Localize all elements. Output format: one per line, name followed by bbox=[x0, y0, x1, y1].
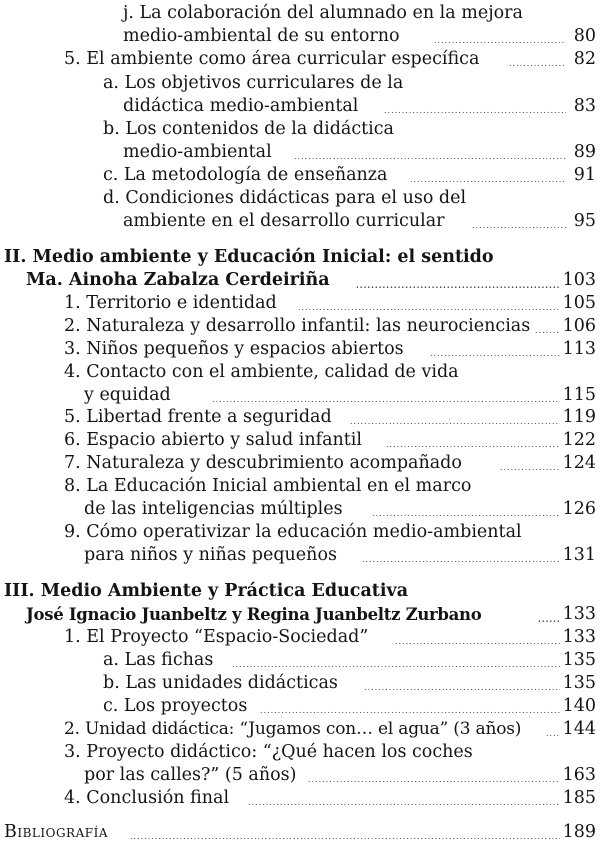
entry-text: c. Los proyectos bbox=[103, 696, 248, 716]
entry-text: 3. Niños pequeños y espacios abiertos bbox=[64, 339, 404, 359]
dot-leader bbox=[546, 718, 560, 741]
entry-text: b. Los contenidos de la didáctica bbox=[103, 119, 394, 139]
dot-leader bbox=[500, 452, 560, 475]
dot-leader bbox=[294, 141, 566, 164]
dot-leader bbox=[248, 787, 560, 810]
entry-text: 1. Territorio e identidad bbox=[64, 293, 277, 313]
entry-text: de las inteligencias múltiples bbox=[84, 499, 343, 519]
dot-leader bbox=[212, 384, 560, 407]
entry-text: d. Condiciones didácticas para el uso del bbox=[103, 188, 467, 208]
page-number: 135 bbox=[562, 673, 596, 693]
dot-leader bbox=[372, 498, 560, 521]
dot-leader bbox=[308, 764, 560, 787]
page-number: 144 bbox=[562, 719, 596, 739]
entry-text: 2. Unidad didáctica: “Jugamos con… el agua” (3 años) bbox=[64, 719, 522, 739]
page-number: 189 bbox=[562, 822, 596, 842]
entry-text: por las calles?” (5 años) bbox=[84, 765, 297, 785]
entry-text: medio-ambiental de su entorno bbox=[123, 26, 400, 46]
entry-text: a. Las fichas bbox=[103, 650, 214, 670]
dot-leader bbox=[350, 406, 560, 429]
dot-leader bbox=[384, 95, 566, 118]
part-title-text: II. Medio ambiente y Educación Inicial: el sentido bbox=[4, 247, 494, 267]
page-number: 82 bbox=[573, 49, 596, 69]
entry-text: didáctica medio-ambiental bbox=[123, 96, 359, 116]
entry-text: 9. Cómo operativizar la educación medio-ambiental bbox=[64, 522, 522, 542]
entry-text: y equidad bbox=[84, 385, 171, 405]
dot-leader bbox=[232, 649, 560, 672]
page-number: 89 bbox=[573, 142, 596, 162]
dot-leader bbox=[130, 821, 560, 844]
entry-text: 2. Naturaleza y desarrollo infantil: las neurociencias bbox=[64, 316, 531, 336]
page-number: 113 bbox=[562, 339, 596, 359]
entry-text: c. La metodología de enseñanza bbox=[103, 165, 388, 185]
entry-text: 3. Proyecto didáctico: “¿Qué hacen los coches bbox=[64, 742, 473, 762]
entry-text: 5. Libertad frente a seguridad bbox=[64, 407, 332, 427]
dot-leader bbox=[364, 672, 560, 695]
entry-text: 6. Espacio abierto y salud infantil bbox=[64, 430, 363, 450]
page-number: 106 bbox=[562, 316, 596, 336]
dot-leader bbox=[509, 48, 566, 71]
dot-leader bbox=[395, 626, 560, 649]
entry-text: 1. El Proyecto “Espacio-Sociedad” bbox=[64, 627, 369, 647]
page-number: 135 bbox=[562, 650, 596, 670]
page-number: 105 bbox=[562, 293, 596, 313]
page-number: 122 bbox=[562, 430, 596, 450]
dot-leader bbox=[260, 695, 560, 718]
entry-text: 8. La Educación Inicial ambiental en el marco bbox=[64, 476, 472, 496]
part-title-text: III. Medio Ambiente y Práctica Educativa bbox=[4, 581, 409, 601]
page-number: 133 bbox=[562, 627, 596, 647]
author-text: José Ignacio Juanbeltz y Regina Juanbeltz Zurbano bbox=[26, 605, 482, 624]
page-number: 140 bbox=[562, 696, 596, 716]
dot-leader bbox=[386, 429, 560, 452]
page-number: 126 bbox=[562, 499, 596, 519]
page-number: 115 bbox=[562, 385, 596, 405]
page-number: 131 bbox=[562, 545, 596, 565]
page-number: 185 bbox=[562, 788, 596, 808]
dot-leader bbox=[298, 292, 560, 315]
dot-leader bbox=[472, 210, 566, 233]
entry-text: j. La colaboración del alumnado en la mejora bbox=[123, 3, 523, 23]
dot-leader bbox=[356, 269, 560, 292]
page-number: 80 bbox=[573, 26, 596, 46]
dot-leader bbox=[538, 603, 560, 626]
entry-text: 4. Contacto con el ambiente, calidad de vida bbox=[64, 362, 459, 382]
bibliography-label: Bibliografía bbox=[4, 822, 108, 842]
entry-text: ambiente en el desarrollo curricular bbox=[123, 211, 445, 231]
entry-text: medio-ambiental bbox=[123, 142, 272, 162]
entry-text: 4. Conclusión final bbox=[64, 788, 230, 808]
entry-text: 7. Naturaleza y descubrimiento acompañado bbox=[64, 453, 462, 473]
dot-leader bbox=[535, 315, 560, 338]
dot-leader bbox=[362, 544, 560, 567]
author-text: Ma. Ainoha Zabalza Cerdeiriña bbox=[26, 270, 330, 290]
entry-text: 5. El ambiente como área curricular específica bbox=[64, 49, 480, 69]
dot-leader bbox=[434, 25, 566, 48]
entry-text: b. Las unidades didácticas bbox=[103, 673, 338, 693]
page-number: 103 bbox=[562, 270, 596, 290]
page-number: 119 bbox=[562, 407, 596, 427]
page-number: 133 bbox=[562, 604, 596, 624]
page-number: 95 bbox=[573, 211, 596, 231]
dot-leader bbox=[410, 164, 566, 187]
dot-leader bbox=[430, 338, 560, 361]
page-number: 91 bbox=[573, 165, 596, 185]
page-number: 124 bbox=[562, 453, 596, 473]
page-number: 83 bbox=[573, 96, 596, 116]
entry-text: para niños y niñas pequeños bbox=[84, 545, 337, 565]
entry-text: a. Los objetivos curriculares de la bbox=[103, 73, 404, 93]
page-number: 163 bbox=[562, 765, 596, 785]
